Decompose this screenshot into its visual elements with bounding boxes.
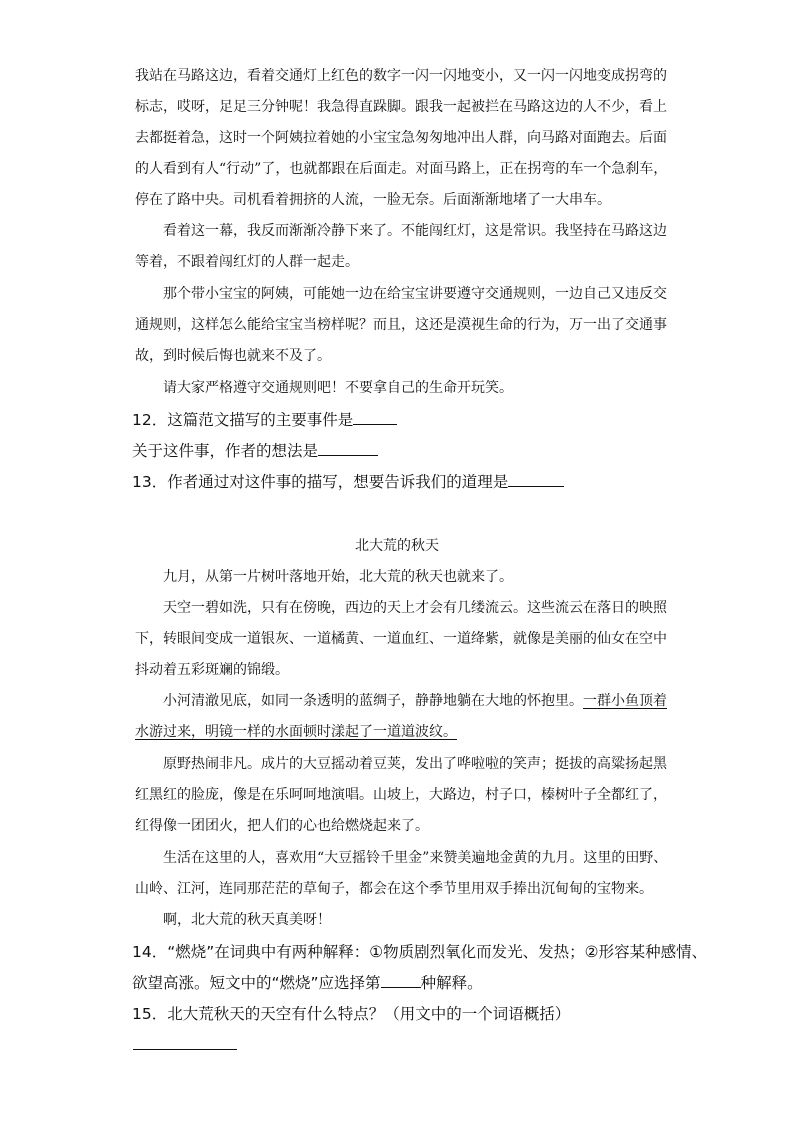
- passage2-title: 北大荒的秋天: [355, 538, 439, 554]
- passage2-line-5-text: 小河清澈见底，如同一条透明的蓝绸子，静静地躺在大地的怀抱里。: [163, 693, 583, 709]
- question-14-text: 欲望高涨。短文中的“燃烧”应选择第: [132, 974, 381, 992]
- answer-blank-12b[interactable]: [318, 441, 378, 456]
- underlined-sentence-part-1: 一群小鱼顶着: [583, 693, 667, 709]
- question-12-line-2: [132, 441, 378, 461]
- question-14-line-1: 14．“燃烧”在词典中有两种解释：①物质剧烈氧化而发光、发热；②形容某种感情、: [132, 943, 708, 961]
- answer-line-15[interactable]: [133, 1049, 237, 1050]
- passage2-line-10: 生活在这里的人，喜欢用“大豆摇铃千里金”来赞美遍地金黄的九月。这里的田野、: [163, 850, 668, 866]
- answer-blank-14[interactable]: [381, 973, 421, 988]
- question-13: [132, 472, 564, 492]
- passage1-line-9: 通规则，这样怎么能给宝宝当榜样呢？而且，这还是漠视生命的行为，万一出了交通事: [135, 317, 667, 333]
- underlined-sentence-part-2: 水游过来，明镜一样的水面顿时漾起了一道道波纹。: [135, 724, 457, 740]
- passage1-line-6: 看着这一幕，我反而渐渐冷静下来了。不能闯红灯，这是常识。我坚持在马路这边: [163, 223, 667, 239]
- question-15: 15．北大荒秋天的天空有什么特点？（用文中的一个词语概括）: [132, 1005, 571, 1023]
- passage2-line-3: 下，转眼间变成一道银灰、一道橘黄、一道血红、一道绛紫，就像是美丽的仙女在空中: [135, 631, 667, 647]
- answer-blank-12a[interactable]: [353, 410, 397, 425]
- passage2-line-8: 红黑红的脸庞，像是在乐呵呵地演唱。山坡上，大路边，村子口，榛树叶子全都红了，: [135, 787, 667, 803]
- passage1-line-11: 请大家严格遵守交通规则吧！不要拿自己的生命开玩笑。: [163, 380, 513, 396]
- passage2-line-2: 天空一碧如洗，只有在傍晚，西边的天上才会有几缕流云。这些流云在落日的映照: [163, 600, 667, 616]
- passage2-line-9: 红得像一团团火，把人们的心也给燃烧起来了。: [135, 818, 429, 834]
- question-14-suffix: 种解释。: [420, 974, 483, 992]
- passage1-line-8: 那个带小宝宝的阿姨，可能她一边在给宝宝讲要遵守交通规则，一边自己又违反交: [163, 286, 667, 302]
- passage1-line-5: 停在了路中央。司机看着拥挤的人流，一脸无奈。后面渐渐地堵了一大串车。: [135, 192, 611, 208]
- passage2-line-5: [163, 692, 667, 710]
- question-12-text: 12．这篇范文描写的主要事件是: [132, 411, 354, 429]
- passage2-line-12: 啊，北大荒的秋天真美呀！: [163, 912, 331, 928]
- question-14-line-2: [132, 973, 483, 993]
- passage2-line-4: 抖动着五彩斑斓的锦缎。: [135, 662, 289, 678]
- passage2-line-7: 原野热闹非凡。成片的大豆摇动着豆荚，发出了哗啦啦的笑声；挺拔的高粱扬起黑: [163, 756, 667, 772]
- passage1-line-3: 去都挺着急，这时一个阿姨拉着她的小宝宝急匆匆地冲出人群，向马路对面跑去。后面: [135, 130, 667, 146]
- question-12-line-1: [132, 410, 397, 430]
- passage1-line-7: 等着，不跟着闯红灯的人群一起走。: [135, 254, 359, 270]
- passage2-line-1: 九月，从第一片树叶落地开始，北大荒的秋天也就来了。: [163, 569, 513, 585]
- question-12-followup: 关于这件事，作者的想法是: [132, 442, 319, 460]
- passage1-line-10: 故，到时候后悔也就来不及了。: [135, 348, 331, 364]
- passage1-line-1: 我站在马路这边，看着交通灯上红色的数字一闪一闪地变小，又一闪一闪地变成拐弯的: [135, 68, 667, 84]
- question-13-text: 13．作者通过对这件事的描写，想要告诉我们的道理是: [132, 473, 509, 491]
- answer-blank-13[interactable]: [508, 472, 564, 487]
- passage2-line-11: 山岭、江河，连同那茫茫的草甸子，都会在这个季节里用双手捧出沉甸甸的宝物来。: [135, 881, 653, 897]
- passage1-line-2: 标志，哎呀，足足三分钟呢！我急得直跺脚。跟我一起被拦在马路这边的人不少，看上: [135, 99, 667, 115]
- passage1-line-4: 的人看到有人“行动”了，也就都跟在后面走。对面马路上，正在拐弯的车一个急刹车，: [135, 161, 668, 177]
